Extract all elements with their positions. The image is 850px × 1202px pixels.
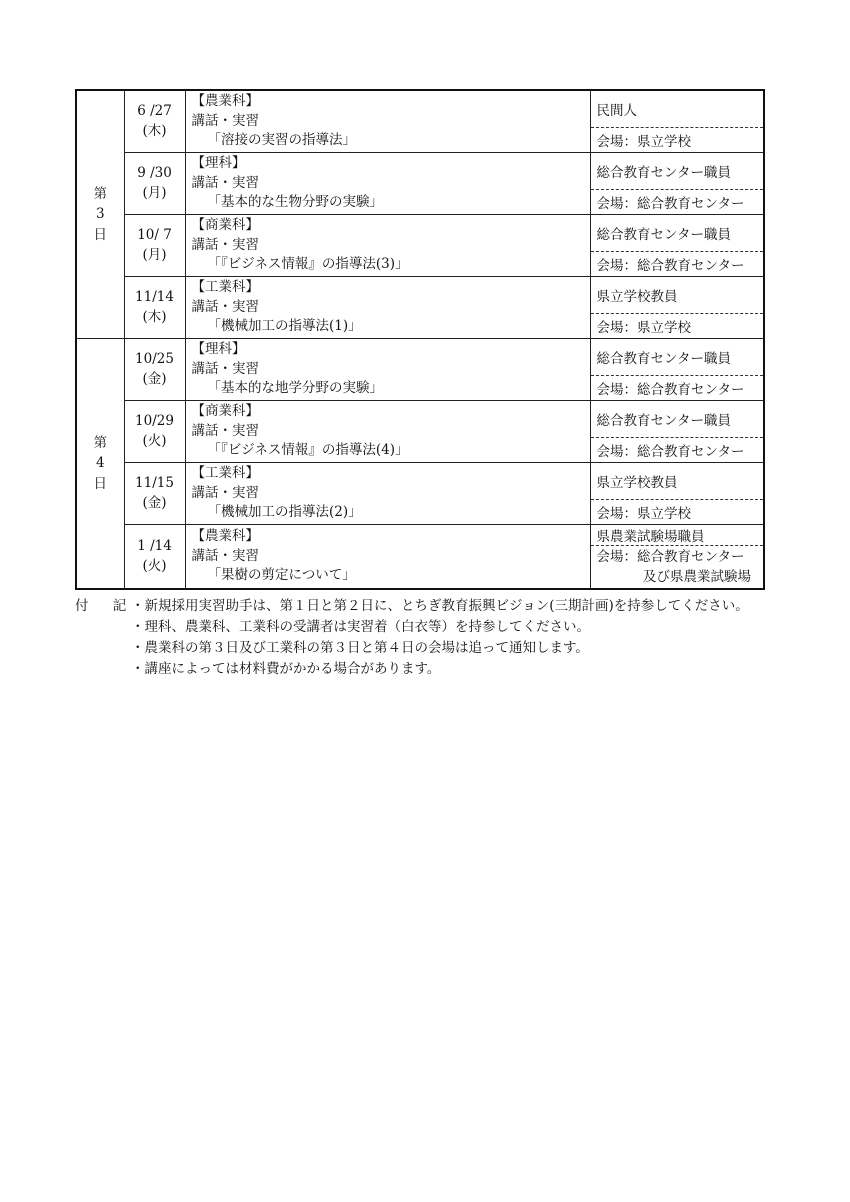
session-instructor: 県立学校教員	[590, 277, 764, 314]
session-date: 1 /14 (火)	[124, 525, 185, 590]
session-venue: 会場：総合教育センター	[590, 376, 764, 401]
session-instructor: 県立学校教員	[590, 463, 764, 500]
notes-label: 付 記	[75, 598, 137, 614]
note-item: ・講座によっては材料費がかかる場合があります。	[131, 661, 441, 677]
session-venue: 会場：県立学校	[590, 314, 764, 339]
session-instructor: 民間人	[590, 90, 764, 128]
session-content: 【理科】 講話・実習 「基本的な生物分野の実験」	[185, 153, 590, 215]
session-instructor: 総合教育センター職員	[590, 215, 764, 252]
session-content: 【商業科】 講話・実習 「『ビジネス情報』の指導法(3)」	[185, 215, 590, 277]
note-item: ・理科、農業科、工業科の受講者は実習着（白衣等）を持参してください。	[131, 619, 590, 635]
session-date: 11/15 (金)	[124, 463, 185, 525]
session-date: 11/14 (木)	[124, 277, 185, 339]
session-instructor: 総合教育センター職員	[590, 339, 764, 376]
note-item: ・農業科の第３日及び工業科の第３日と第４日の会場は追って通知します。	[131, 640, 589, 656]
session-venue: 会場：総合教育センター 及び県農業試験場	[590, 546, 764, 590]
session-content: 【理科】 講話・実習 「基本的な地学分野の実験」	[185, 339, 590, 401]
session-content: 【農業科】 講話・実習 「果樹の剪定について」	[185, 525, 590, 590]
session-venue: 会場：総合教育センター	[590, 190, 764, 215]
session-date: 9 /30 (月)	[124, 153, 185, 215]
day-label: 第 3 日	[76, 90, 124, 339]
session-venue: 会場：県立学校	[590, 500, 764, 525]
session-venue: 会場：総合教育センター	[590, 438, 764, 463]
day-label: 第 4 日	[76, 339, 124, 590]
session-content: 【工業科】 講話・実習 「機械加工の指導法(2)」	[185, 463, 590, 525]
session-content: 【工業科】 講話・実習 「機械加工の指導法(1)」	[185, 277, 590, 339]
session-date: 10/29 (火)	[124, 401, 185, 463]
notes-section	[75, 596, 749, 680]
session-content: 【商業科】 講話・実習 「『ビジネス情報』の指導法(4)」	[185, 401, 590, 463]
note-item: ・新規採用実習助手は、第１日と第２日に、とちぎ教育振興ビジョン(三期計画)を持参してください。	[131, 598, 749, 614]
session-instructor: 県農業試験場職員	[590, 525, 764, 546]
session-date: 6 /27 (木)	[124, 90, 185, 153]
session-content: 【農業科】 講話・実習 「溶接の実習の指導法」	[185, 90, 590, 153]
session-date: 10/ 7 (月)	[124, 215, 185, 277]
schedule-table	[75, 89, 765, 590]
session-venue: 会場：県立学校	[590, 128, 764, 153]
session-venue: 会場：総合教育センター	[590, 252, 764, 277]
session-instructor: 総合教育センター職員	[590, 401, 764, 438]
session-date: 10/25 (金)	[124, 339, 185, 401]
session-instructor: 総合教育センター職員	[590, 153, 764, 190]
